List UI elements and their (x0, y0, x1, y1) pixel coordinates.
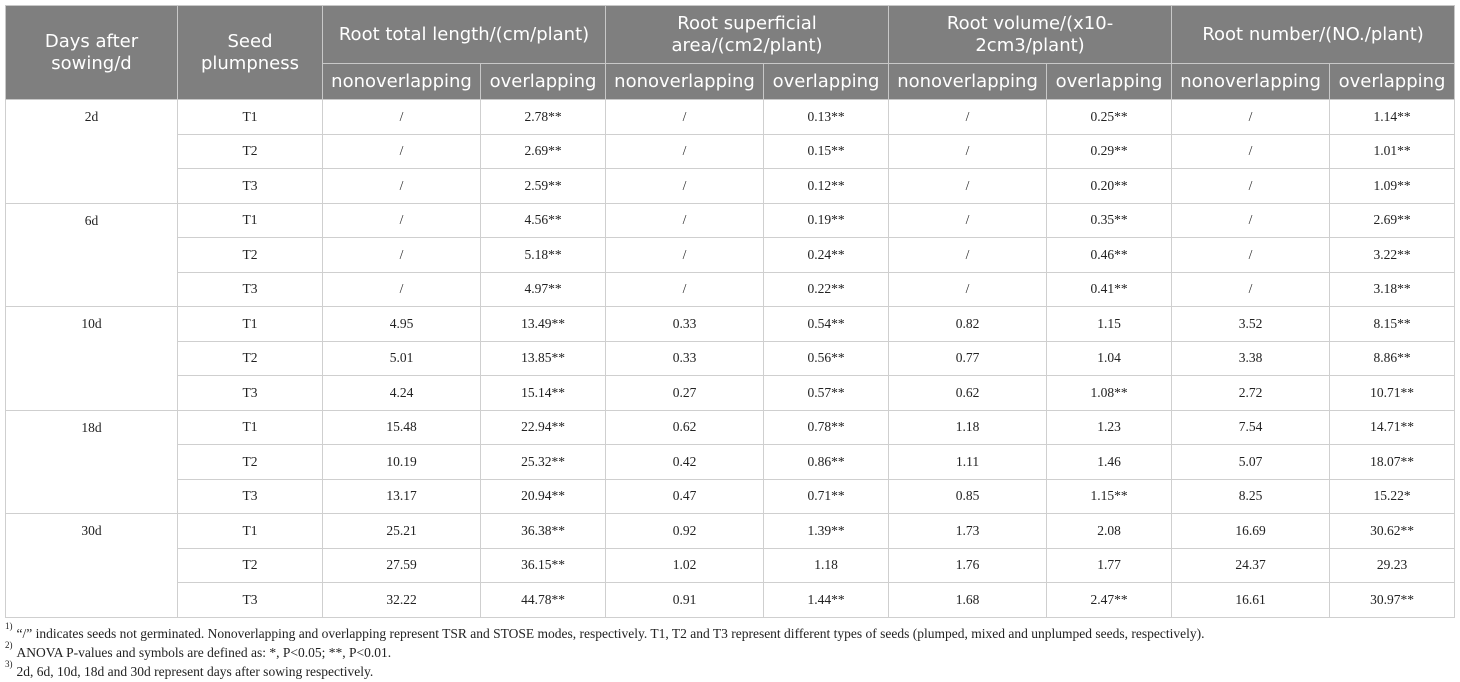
cell-value: 27.59 (323, 548, 481, 583)
cell-value: 0.33 (606, 341, 764, 376)
cell-value: / (1172, 100, 1330, 135)
cell-value: 0.12** (764, 169, 889, 204)
footnote-text: “/” indicates seeds not germinated. Nonoverlapping and overlapping represent TSR and STOSE modes, respectively. T1, T2 and T3 represent different types of seeds (plumped, mixed and unplumped seeds, respectively). (16, 626, 1205, 641)
data-table-container (5, 5, 1455, 618)
cell-value: 0.27 (606, 376, 764, 411)
cell-value: / (1172, 134, 1330, 169)
cell-days (6, 548, 178, 583)
cell-value: 13.85** (481, 341, 606, 376)
cell-value: 8.25 (1172, 479, 1330, 514)
cell-value: 0.25** (1047, 100, 1172, 135)
cell-value: 3.18** (1330, 272, 1455, 307)
cell-value: 0.92 (606, 514, 764, 549)
cell-value: / (323, 272, 481, 307)
cell-value: 0.20** (1047, 169, 1172, 204)
table-row (6, 548, 1455, 583)
cell-value: / (1172, 272, 1330, 307)
cell-value: 0.19** (764, 203, 889, 238)
cell-days: 10d (6, 307, 178, 342)
table-row (6, 341, 1455, 376)
cell-value: 0.85 (889, 479, 1047, 514)
table-row (6, 134, 1455, 169)
cell-days (6, 583, 178, 618)
cell-value: 1.11 (889, 445, 1047, 480)
cell-value: / (606, 134, 764, 169)
cell-days: 30d (6, 514, 178, 549)
cell-value: / (889, 100, 1047, 135)
cell-seed: T3 (178, 479, 323, 514)
root-traits-table (5, 5, 1455, 618)
cell-value: 2.69** (1330, 203, 1455, 238)
cell-value: 16.61 (1172, 583, 1330, 618)
cell-value: / (889, 238, 1047, 273)
cell-value: 10.19 (323, 445, 481, 480)
cell-value: 13.49** (481, 307, 606, 342)
footnote-text: 2d, 6d, 10d, 18d and 30d represent days after sowing respectively. (16, 664, 374, 679)
cell-value: / (889, 203, 1047, 238)
footnote (5, 621, 1455, 643)
cell-value: 0.62 (889, 376, 1047, 411)
cell-value: 13.17 (323, 479, 481, 514)
cell-value: 0.47 (606, 479, 764, 514)
cell-seed: T1 (178, 203, 323, 238)
table-row (6, 100, 1455, 135)
cell-value: / (606, 272, 764, 307)
table-body (6, 100, 1455, 618)
cell-value: 0.29** (1047, 134, 1172, 169)
subheader-overlapping: overlapping (764, 64, 889, 100)
cell-seed: T3 (178, 169, 323, 204)
cell-value: 0.13** (764, 100, 889, 135)
cell-value: 4.24 (323, 376, 481, 411)
table-row (6, 514, 1455, 549)
cell-days (6, 341, 178, 376)
cell-value: 0.91 (606, 583, 764, 618)
cell-value: / (606, 100, 764, 135)
cell-value: 18.07** (1330, 445, 1455, 480)
cell-value: 2.08 (1047, 514, 1172, 549)
subheader-overlapping: overlapping (1330, 64, 1455, 100)
cell-value: 0.24** (764, 238, 889, 273)
cell-days: 6d (6, 203, 178, 238)
cell-seed: T1 (178, 514, 323, 549)
cell-value: 0.35** (1047, 203, 1172, 238)
cell-value: 22.94** (481, 410, 606, 445)
cell-value: 0.56** (764, 341, 889, 376)
cell-days (6, 238, 178, 273)
cell-seed: T3 (178, 583, 323, 618)
cell-value: 2.59** (481, 169, 606, 204)
cell-value: 0.78** (764, 410, 889, 445)
cell-seed: T2 (178, 134, 323, 169)
cell-value: 8.86** (1330, 341, 1455, 376)
cell-value: / (323, 100, 481, 135)
subheader-nonoverlapping: nonoverlapping (323, 64, 481, 100)
cell-value: 20.94** (481, 479, 606, 514)
cell-value: 1.73 (889, 514, 1047, 549)
cell-value: 3.22** (1330, 238, 1455, 273)
cell-value: 1.18 (764, 548, 889, 583)
cell-value: 0.62 (606, 410, 764, 445)
footnote (5, 659, 1455, 681)
cell-value: 15.14** (481, 376, 606, 411)
cell-value: 4.95 (323, 307, 481, 342)
cell-value: / (606, 238, 764, 273)
cell-value: 8.15** (1330, 307, 1455, 342)
cell-value: 15.22* (1330, 479, 1455, 514)
cell-value: 5.07 (1172, 445, 1330, 480)
cell-value: / (889, 169, 1047, 204)
subheader-overlapping: overlapping (1047, 64, 1172, 100)
table-footnotes (5, 621, 1455, 681)
cell-seed: T3 (178, 272, 323, 307)
subheader-nonoverlapping: nonoverlapping (1172, 64, 1330, 100)
cell-value: 1.02 (606, 548, 764, 583)
cell-value: 1.15 (1047, 307, 1172, 342)
cell-value: 36.38** (481, 514, 606, 549)
footnote-number: 2) (5, 640, 13, 650)
cell-value: 1.46 (1047, 445, 1172, 480)
cell-value: 0.33 (606, 307, 764, 342)
cell-days (6, 134, 178, 169)
table-header (6, 6, 1455, 100)
cell-value: 1.39** (764, 514, 889, 549)
table-row (6, 203, 1455, 238)
cell-value: 30.62** (1330, 514, 1455, 549)
cell-value: 1.08** (1047, 376, 1172, 411)
footnote-number: 1) (5, 621, 13, 631)
header-seed-plumpness: Seed plumpness (178, 6, 323, 100)
table-row (6, 376, 1455, 411)
cell-value: / (889, 134, 1047, 169)
footnote-text: ANOVA P-values and symbols are defined as: *, P<0.05; **, P<0.01. (16, 645, 392, 660)
cell-value: 0.71** (764, 479, 889, 514)
cell-seed: T2 (178, 445, 323, 480)
cell-value: 1.15** (1047, 479, 1172, 514)
cell-value: 14.71** (1330, 410, 1455, 445)
cell-value: 0.42 (606, 445, 764, 480)
cell-value: / (1172, 169, 1330, 204)
cell-value: 30.97** (1330, 583, 1455, 618)
cell-value: / (323, 169, 481, 204)
cell-value: 3.52 (1172, 307, 1330, 342)
cell-value: 0.41** (1047, 272, 1172, 307)
table-row (6, 583, 1455, 618)
cell-value: 0.15** (764, 134, 889, 169)
cell-value: 0.82 (889, 307, 1047, 342)
cell-value: 2.47** (1047, 583, 1172, 618)
cell-value: 1.01** (1330, 134, 1455, 169)
table-row (6, 272, 1455, 307)
cell-value: 1.18 (889, 410, 1047, 445)
cell-value: / (323, 203, 481, 238)
cell-value: 0.57** (764, 376, 889, 411)
cell-days: 2d (6, 100, 178, 135)
cell-value: 36.15** (481, 548, 606, 583)
header-days: Days after sowing/d (6, 6, 178, 100)
cell-value: 2.78** (481, 100, 606, 135)
cell-value: 25.32** (481, 445, 606, 480)
cell-value: 3.38 (1172, 341, 1330, 376)
cell-value: 2.72 (1172, 376, 1330, 411)
cell-value: / (323, 238, 481, 273)
cell-seed: T1 (178, 100, 323, 135)
cell-days (6, 272, 178, 307)
cell-days (6, 445, 178, 480)
cell-value: / (323, 134, 481, 169)
cell-value: 1.77 (1047, 548, 1172, 583)
cell-value: / (606, 169, 764, 204)
cell-value: 1.09** (1330, 169, 1455, 204)
table-row (6, 169, 1455, 204)
subheader-overlapping: overlapping (481, 64, 606, 100)
cell-value: 0.22** (764, 272, 889, 307)
cell-value: 4.56** (481, 203, 606, 238)
cell-seed: T2 (178, 341, 323, 376)
cell-value: 24.37 (1172, 548, 1330, 583)
cell-days (6, 376, 178, 411)
cell-seed: T2 (178, 548, 323, 583)
cell-value: 10.71** (1330, 376, 1455, 411)
cell-value: 32.22 (323, 583, 481, 618)
cell-days (6, 479, 178, 514)
header-root-number: Root number/(NO./plant) (1172, 6, 1455, 64)
table-row (6, 410, 1455, 445)
cell-value: 5.18** (481, 238, 606, 273)
table-row (6, 445, 1455, 480)
cell-days (6, 169, 178, 204)
table-row (6, 479, 1455, 514)
header-root-superficial-area: Root superficial area/(cm2/plant) (606, 6, 889, 64)
subheader-nonoverlapping: nonoverlapping (606, 64, 764, 100)
cell-value: 29.23 (1330, 548, 1455, 583)
cell-value: 0.86** (764, 445, 889, 480)
footnote-number: 3) (5, 659, 13, 669)
cell-value: 0.77 (889, 341, 1047, 376)
cell-value: / (1172, 238, 1330, 273)
cell-value: 7.54 (1172, 410, 1330, 445)
cell-seed: T2 (178, 238, 323, 273)
cell-value: 1.23 (1047, 410, 1172, 445)
cell-value: 25.21 (323, 514, 481, 549)
cell-value: 5.01 (323, 341, 481, 376)
cell-value: 1.76 (889, 548, 1047, 583)
cell-value: / (1172, 203, 1330, 238)
subheader-nonoverlapping: nonoverlapping (889, 64, 1047, 100)
cell-value: 0.46** (1047, 238, 1172, 273)
cell-value: 44.78** (481, 583, 606, 618)
header-root-total-length: Root total length/(cm/plant) (323, 6, 606, 64)
cell-value: 0.54** (764, 307, 889, 342)
cell-value: 16.69 (1172, 514, 1330, 549)
cell-value: 2.69** (481, 134, 606, 169)
table-row (6, 238, 1455, 273)
header-root-volume: Root volume/(x10-2cm3/plant) (889, 6, 1172, 64)
footnote (5, 640, 1455, 662)
cell-seed: T1 (178, 307, 323, 342)
cell-value: 1.68 (889, 583, 1047, 618)
cell-value: 1.14** (1330, 100, 1455, 135)
cell-seed: T1 (178, 410, 323, 445)
cell-value: 4.97** (481, 272, 606, 307)
table-row (6, 307, 1455, 342)
cell-value: 15.48 (323, 410, 481, 445)
cell-value: / (606, 203, 764, 238)
cell-value: 1.44** (764, 583, 889, 618)
cell-value: 1.04 (1047, 341, 1172, 376)
cell-days: 18d (6, 410, 178, 445)
cell-value: / (889, 272, 1047, 307)
cell-seed: T3 (178, 376, 323, 411)
